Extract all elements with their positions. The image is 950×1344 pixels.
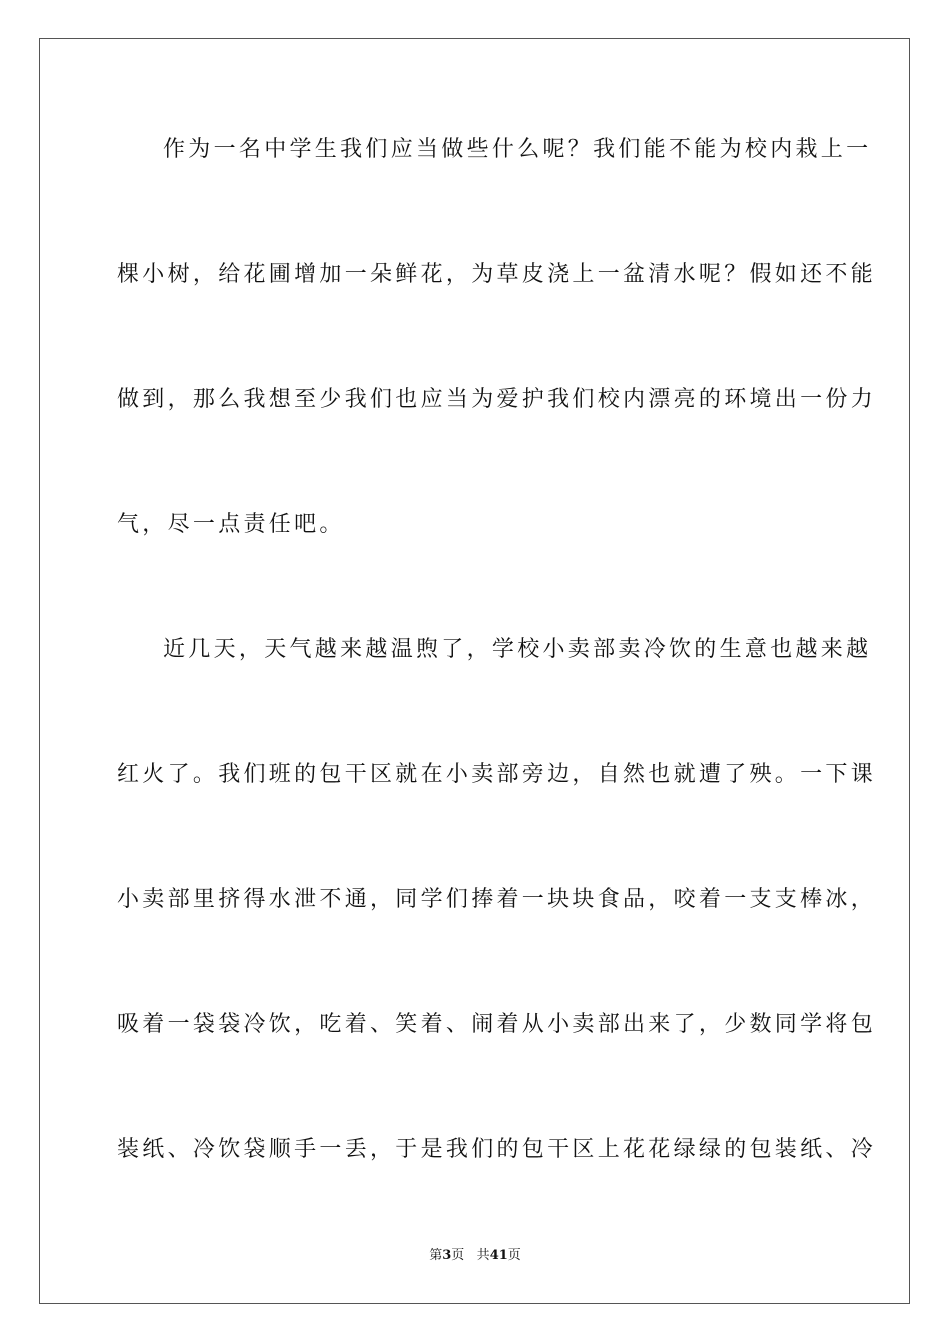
paragraph-2-line-1: 近几天，天气越来越温煦了，学校小卖部卖冷饮的生意也越来越 (163, 637, 872, 662)
paragraph-1-line-4: 气，尽一点责任吧。 (117, 512, 345, 537)
paragraph-2-line-3: 小卖部里挤得水泄不通，同学们捧着一块块食品，咬着一支支棒冰， (117, 887, 877, 912)
page-prefix: 第 (429, 1248, 443, 1263)
paragraph-2-line-5: 装纸、冷饮袋顺手一丢，于是我们的包干区上花花绿绿的包装纸、冷 (117, 1137, 877, 1162)
total-prefix: 共 (476, 1248, 490, 1263)
paragraph-1-line-2: 棵小树，给花圃增加一朵鲜花，为草皮浇上一盆清水呢？假如还不能 (117, 262, 877, 287)
paragraph-1-line-1: 作为一名中学生我们应当做些什么呢？我们能不能为校内栽上一 (163, 137, 872, 162)
page-suffix: 页 (451, 1248, 465, 1263)
paragraph-2-line-2: 红火了。我们班的包干区就在小卖部旁边，自然也就遭了殃。一下课 (117, 762, 877, 787)
page-frame (39, 38, 910, 1304)
page-footer (0, 1248, 950, 1264)
page-number: 3 (442, 1248, 452, 1263)
paragraph-1-line-3: 做到，那么我想至少我们也应当为爱护我们校内漂亮的环境出一份力 (117, 387, 877, 412)
total-suffix: 页 (507, 1248, 521, 1263)
paragraph-2-line-4: 吸着一袋袋冷饮，吃着、笑着、闹着从小卖部出来了，少数同学将包 (117, 1012, 877, 1037)
total-pages: 41 (489, 1248, 508, 1263)
